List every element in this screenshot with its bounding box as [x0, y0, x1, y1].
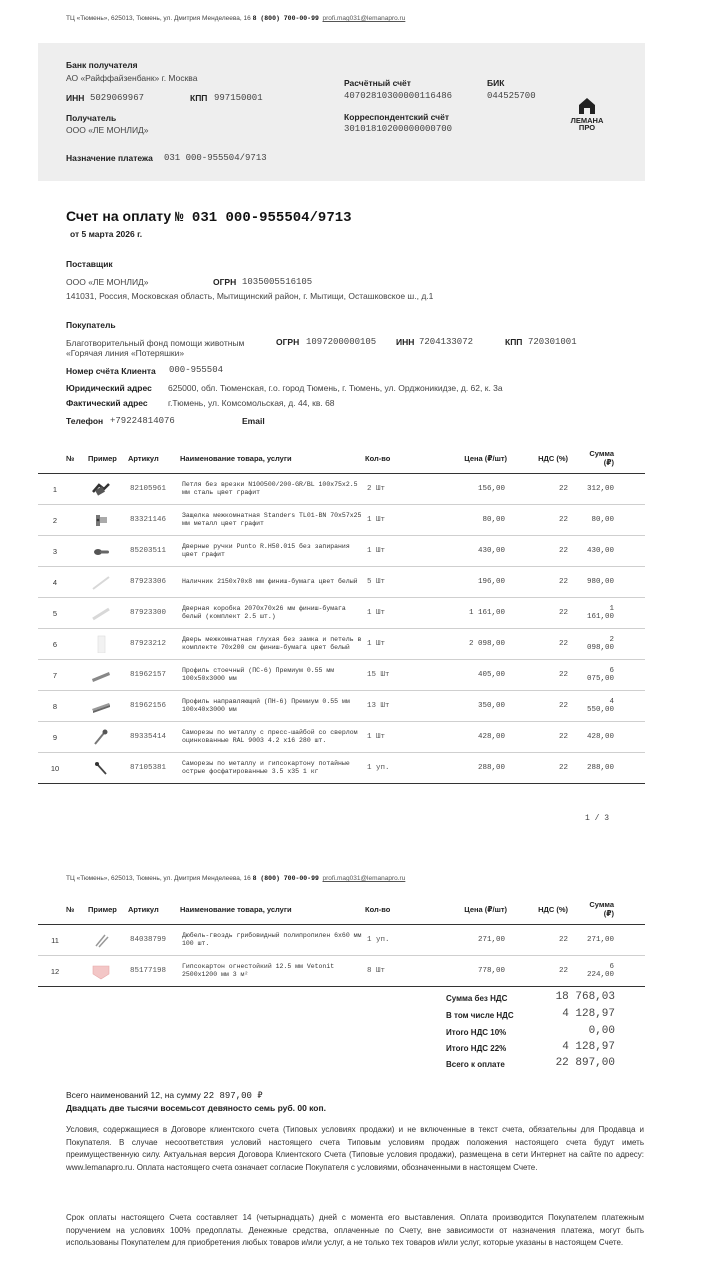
items-table [38, 443, 645, 784]
col-header-price: Цена (₽/шт) [464, 453, 507, 463]
vat-rate: 22 [515, 722, 580, 753]
page-number: 1 / 3 [585, 814, 610, 823]
article-code: 84038799 [128, 925, 180, 956]
recipient-bank: АО «Райффайзенбанк» г. Москва [66, 73, 198, 83]
total-no-vat-label: Сумма без НДС [446, 994, 508, 1003]
items-table-continued [38, 894, 645, 987]
vat-rate: 22 [515, 567, 580, 598]
quantity: 1 уп. [365, 753, 435, 784]
product-image [88, 567, 128, 598]
account-value: 40702810300000116486 [344, 91, 453, 101]
col-header-qty: Кол-во [365, 453, 391, 463]
vat-rate: 22 [515, 660, 580, 691]
header-email-2[interactable]: profi.mag031@lemanapro.ru [322, 875, 406, 882]
vat-rate: 22 [515, 753, 580, 784]
house-icon [577, 97, 597, 115]
buyer-name-line2: «Горячая линия «Потеряшки» [66, 348, 185, 358]
col-header-num: № [66, 453, 75, 463]
article-code: 87105381 [128, 753, 180, 784]
col-header-article: Артикул [128, 453, 159, 463]
logo-line1: ЛЕМАНА [570, 116, 604, 125]
vat-rate: 22 [515, 629, 580, 660]
quantity: 1 Шт [365, 598, 435, 629]
row-number: 5 [38, 598, 88, 629]
total-vat10: 0,00 [588, 1025, 615, 1037]
row-number: 4 [38, 567, 88, 598]
vat-rate: 22 [515, 956, 580, 987]
line-sum: 2 098,00 [580, 629, 645, 660]
corr-label: Корреспондентский счёт [344, 112, 450, 122]
unit-price: 271,00 [435, 925, 515, 956]
article-code: 87923306 [128, 567, 180, 598]
table-row [38, 691, 645, 722]
quantity: 8 Шт [365, 956, 435, 987]
header-phone-2: 8 (800) 700-00-99 [252, 875, 319, 882]
kpp-label: КПП [190, 93, 208, 103]
article-code: 85203511 [128, 536, 180, 567]
summary-count-sum: 22 897,00 ₽ [203, 1091, 263, 1101]
product-image [88, 536, 128, 567]
row-number: 1 [38, 474, 88, 505]
buyer-kpp-label: КПП [505, 337, 523, 347]
inn-label: ИНН [66, 93, 85, 103]
line-sum: 80,00 [580, 505, 645, 536]
page-header [66, 15, 405, 22]
invoice-number: № 031 000-955504/9713 [175, 210, 352, 226]
product-thumbnail-icon [90, 962, 112, 980]
table-header-row [38, 894, 645, 925]
unit-price: 156,00 [435, 474, 515, 505]
product-name: Дверь межкомнатная глухая без замка и петель в комплекте 70x200 см финиш-бумага цвет белый [180, 629, 365, 660]
kpp-value: 997150001 [214, 93, 263, 103]
table-row [38, 505, 645, 536]
inn-value: 5029069967 [90, 93, 145, 103]
col-header-sum: Сумма (₽) [589, 900, 614, 918]
account-label: Расчётный счёт [344, 78, 411, 88]
unit-price: 288,00 [435, 753, 515, 784]
line-sum: 980,00 [580, 567, 645, 598]
table-row [38, 722, 645, 753]
row-number: 10 [38, 753, 88, 784]
vat-rate: 22 [515, 474, 580, 505]
total-vat10-label: Итого НДС 10% [446, 1028, 507, 1037]
terms-paragraph-1: Условия, содержащиеся в Договоре клиентского счета (Типовых условиях продажи) и не включенные в текст счета, обязательны для Продавца и Покупателя. В случае несоответствия условий настоящего счета Типовым условиям продаж положения настоящего счета будут иметь преимущественную силу. Актуальная версия Договора Клиентского Счета (Типовые условия продажи), размещена в сети Интернет на сайте по адресу: www.lemanapro.ru. Оплата настоящего счета означает согласие Покупателя с условиями, обозначенными в настоящем Счете. [66, 1125, 644, 1172]
quantity: 1 Шт [365, 536, 435, 567]
buyer-ogrn-label: ОГРН [276, 337, 300, 347]
unit-price: 428,00 [435, 722, 515, 753]
row-number: 2 [38, 505, 88, 536]
total-vat22-label: Итого НДС 22% [446, 1044, 507, 1053]
logo-line2: ПРО [578, 123, 596, 132]
table-row [38, 956, 645, 987]
line-sum: 288,00 [580, 753, 645, 784]
col-header-name: Наименование товара, услуги [180, 453, 292, 463]
product-thumbnail-icon [90, 635, 112, 653]
product-name: Петля без врезки N100500/200-GR/BL 100x75x2.5 мм сталь цвет графит [180, 474, 365, 505]
product-name: Дюбель-гвоздь грибовидный полипропилен 6x60 мм 100 шт. [180, 925, 365, 956]
product-thumbnail-icon [90, 480, 112, 498]
product-image [88, 598, 128, 629]
col-header-sum: Сумма (₽) [589, 449, 614, 467]
table-row [38, 925, 645, 956]
product-thumbnail-icon [90, 759, 112, 777]
unit-price: 2 098,00 [435, 629, 515, 660]
article-code: 82105961 [128, 474, 180, 505]
unit-price: 1 161,00 [435, 598, 515, 629]
supplier-ogrn: 1035005516105 [242, 277, 313, 287]
supplier-ogrn-label: ОГРН [213, 277, 237, 287]
recipient-label: Получатель [66, 113, 117, 123]
article-code: 81962157 [128, 660, 180, 691]
product-image [88, 505, 128, 536]
line-sum: 1 161,00 [580, 598, 645, 629]
row-number: 11 [38, 925, 88, 956]
product-name: Профиль направляющий (ПН-6) Премиум 0.55 мм 100x40x3000 мм [180, 691, 365, 722]
corr-value: 30101810200000000700 [344, 124, 453, 134]
total-incl-vat-label: В том числе НДС [446, 1011, 514, 1020]
page-header-2 [66, 875, 405, 882]
col-header-vat: НДС (%) [538, 904, 568, 914]
supplier-address: 141031, Россия, Московская область, Мытищинский район, г. Мытищи, Осташковское ш., д.1 [66, 291, 434, 301]
line-sum: 6 075,00 [580, 660, 645, 691]
bank-details-block [38, 43, 645, 181]
product-image [88, 722, 128, 753]
bik-label: БИК [487, 78, 505, 88]
quantity: 13 Шт [365, 691, 435, 722]
quantity: 15 Шт [365, 660, 435, 691]
product-thumbnail-icon [90, 697, 112, 715]
table-row [38, 660, 645, 691]
product-name: Саморезы по металлу и гипсокартону потайные острые фосфатированные 3.5 x35 1 кг [180, 753, 365, 784]
actual-address: г.Тюмень, ул. Комсомольская, д. 44, кв. 68 [168, 398, 335, 408]
invoice-title [66, 208, 352, 226]
line-sum: 312,00 [580, 474, 645, 505]
quantity: 1 Шт [365, 629, 435, 660]
product-image [88, 660, 128, 691]
vat-rate: 22 [515, 925, 580, 956]
invoice-title-text: Счет на оплату [66, 208, 172, 224]
product-image [88, 925, 128, 956]
vat-rate: 22 [515, 598, 580, 629]
client-account-value: 000-955504 [169, 365, 224, 375]
purpose-value: 031 000-955504/9713 [164, 153, 267, 163]
product-name: Гипсокартон огнестойкий 12.5 мм Vetonit 2500x1200 мм 3 м² [180, 956, 365, 987]
row-number: 3 [38, 536, 88, 567]
row-number: 9 [38, 722, 88, 753]
header-address: ТЦ «Тюмень», 625013, Тюмень, ул. Дмитрия Менделеева, 16 [66, 15, 251, 22]
table-header-row [38, 443, 645, 474]
purpose-label: Назначение платежа [66, 153, 153, 163]
line-sum: 428,00 [580, 722, 645, 753]
unit-price: 196,00 [435, 567, 515, 598]
article-code: 81962156 [128, 691, 180, 722]
product-image [88, 629, 128, 660]
table-row [38, 474, 645, 505]
quantity: 1 Шт [365, 722, 435, 753]
col-header-example: Пример [88, 904, 117, 914]
table-row [38, 598, 645, 629]
product-thumbnail-icon [90, 542, 112, 560]
header-address-2: ТЦ «Тюмень», 625013, Тюмень, ул. Дмитрия Менделеева, 16 [66, 875, 251, 882]
unit-price: 778,00 [435, 956, 515, 987]
quantity: 5 Шт [365, 567, 435, 598]
buyer-kpp: 720301001 [528, 337, 577, 347]
summary-words: Двадцать две тысячи восемьсот девяносто семь руб. 00 коп. [66, 1103, 326, 1113]
email-label: Email [242, 416, 265, 426]
article-code: 87923300 [128, 598, 180, 629]
table-row [38, 567, 645, 598]
product-thumbnail-icon [90, 931, 112, 949]
phone-label: Телефон [66, 416, 104, 426]
col-header-qty: Кол-во [365, 904, 391, 914]
actual-address-label: Фактический адрес [66, 398, 148, 408]
buyer-ogrn: 1097200000105 [306, 337, 377, 347]
recipient-value: ООО «ЛЕ МОНЛИД» [66, 125, 149, 135]
col-header-name: Наименование товара, услуги [180, 904, 292, 914]
buyer-inn-label: ИНН [396, 337, 415, 347]
legal-address: 625000, обл. Тюменская, г.о. город Тюмень, г. Тюмень, ул. Орджоникидзе, д. 62, к. 3а [168, 383, 503, 393]
product-image [88, 474, 128, 505]
table-row [38, 536, 645, 567]
product-name: Наличник 2150x70x8 мм финиш-бумага цвет белый [180, 567, 365, 598]
article-code: 83321146 [128, 505, 180, 536]
buyer-name-line1: Благотворительный фонд помощи животным [66, 338, 245, 348]
table-row [38, 753, 645, 784]
article-code: 87923212 [128, 629, 180, 660]
row-number: 12 [38, 956, 88, 987]
total-vat22: 4 128,97 [562, 1041, 615, 1053]
row-number: 8 [38, 691, 88, 722]
col-header-price: Цена (₽/шт) [464, 904, 507, 914]
quantity: 2 Шт [365, 474, 435, 505]
phone-value: +79224814076 [110, 416, 175, 426]
product-name: Саморезы по металлу с пресс-шайбой со сверлом оцинкованные RAL 9003 4.2 x16 280 шт. [180, 722, 365, 753]
header-email[interactable]: profi.mag031@lemanapro.ru [322, 15, 406, 22]
legal-address-label: Юридический адрес [66, 383, 152, 393]
invoice-date: от 5 марта 2026 г. [70, 229, 143, 239]
buyer-label: Покупатель [66, 320, 116, 330]
bik-value: 044525700 [487, 91, 536, 101]
product-thumbnail-icon [90, 666, 112, 684]
line-sum: 430,00 [580, 536, 645, 567]
product-thumbnail-icon [90, 511, 112, 529]
client-account-label: Номер счёта Клиента [66, 366, 156, 376]
col-header-example: Пример [88, 453, 117, 463]
vat-rate: 22 [515, 691, 580, 722]
product-thumbnail-icon [90, 573, 112, 591]
row-number: 7 [38, 660, 88, 691]
col-header-vat: НДС (%) [538, 453, 568, 463]
product-name: Профиль стоечный (ПС-6) Премиум 0.55 мм 100x50x3000 мм [180, 660, 365, 691]
product-name: Дверные ручки Punto R.H50.015 без запирания цвет графит [180, 536, 365, 567]
col-header-num: № [66, 904, 75, 914]
buyer-inn: 7204133072 [419, 337, 474, 347]
supplier-name: ООО «ЛЕ МОНЛИД» [66, 277, 149, 287]
product-image [88, 956, 128, 987]
vat-rate: 22 [515, 505, 580, 536]
summary-count-text: Всего наименований 12, на сумму [66, 1090, 201, 1100]
article-code: 85177198 [128, 956, 180, 987]
row-number: 6 [38, 629, 88, 660]
unit-price: 350,00 [435, 691, 515, 722]
total-pay: 22 897,00 [555, 1057, 615, 1069]
product-image [88, 691, 128, 722]
unit-price: 430,00 [435, 536, 515, 567]
product-name: Защелка межкомнатная Standers TL01-BN 70x57x25 мм металл цвет графит [180, 505, 365, 536]
line-sum: 4 550,00 [580, 691, 645, 722]
supplier-label: Поставщик [66, 259, 113, 269]
vat-rate: 22 [515, 536, 580, 567]
product-thumbnail-icon [90, 604, 112, 622]
unit-price: 80,00 [435, 505, 515, 536]
terms-paragraph-2: Срок оплаты настоящего Счета составляет 14 (четырнадцать) дней с момента его выставления. Оплата производится Покупателем платежным поручением на условиях 100% предоплаты. Денежные средства, оплаченные по Счету, вне зависимости от назначения платежа, могут быть использованы Покупателем для приобретения любых товаров и/или услуг, а не только тех товаров и/или услуг, которые указаны в настоящем Счете. [66, 1213, 644, 1247]
total-pay-label: Всего к оплате [446, 1060, 505, 1069]
total-incl-vat: 4 128,97 [562, 1008, 615, 1020]
col-header-article: Артикул [128, 904, 159, 914]
article-code: 89335414 [128, 722, 180, 753]
quantity: 1 уп. [365, 925, 435, 956]
unit-price: 405,00 [435, 660, 515, 691]
total-no-vat: 18 768,03 [555, 991, 615, 1003]
product-thumbnail-icon [90, 728, 112, 746]
recipient-bank-label: Банк получателя [66, 60, 138, 70]
line-sum: 271,00 [580, 925, 645, 956]
table-row [38, 629, 645, 660]
summary-count [66, 1090, 263, 1101]
header-phone: 8 (800) 700-00-99 [252, 15, 319, 22]
product-image [88, 753, 128, 784]
line-sum: 6 224,00 [580, 956, 645, 987]
product-name: Дверная коробка 2070x70x26 мм финиш-бумага белый (комплект 2.5 шт.) [180, 598, 365, 629]
quantity: 1 Шт [365, 505, 435, 536]
lemana-logo [564, 97, 610, 131]
